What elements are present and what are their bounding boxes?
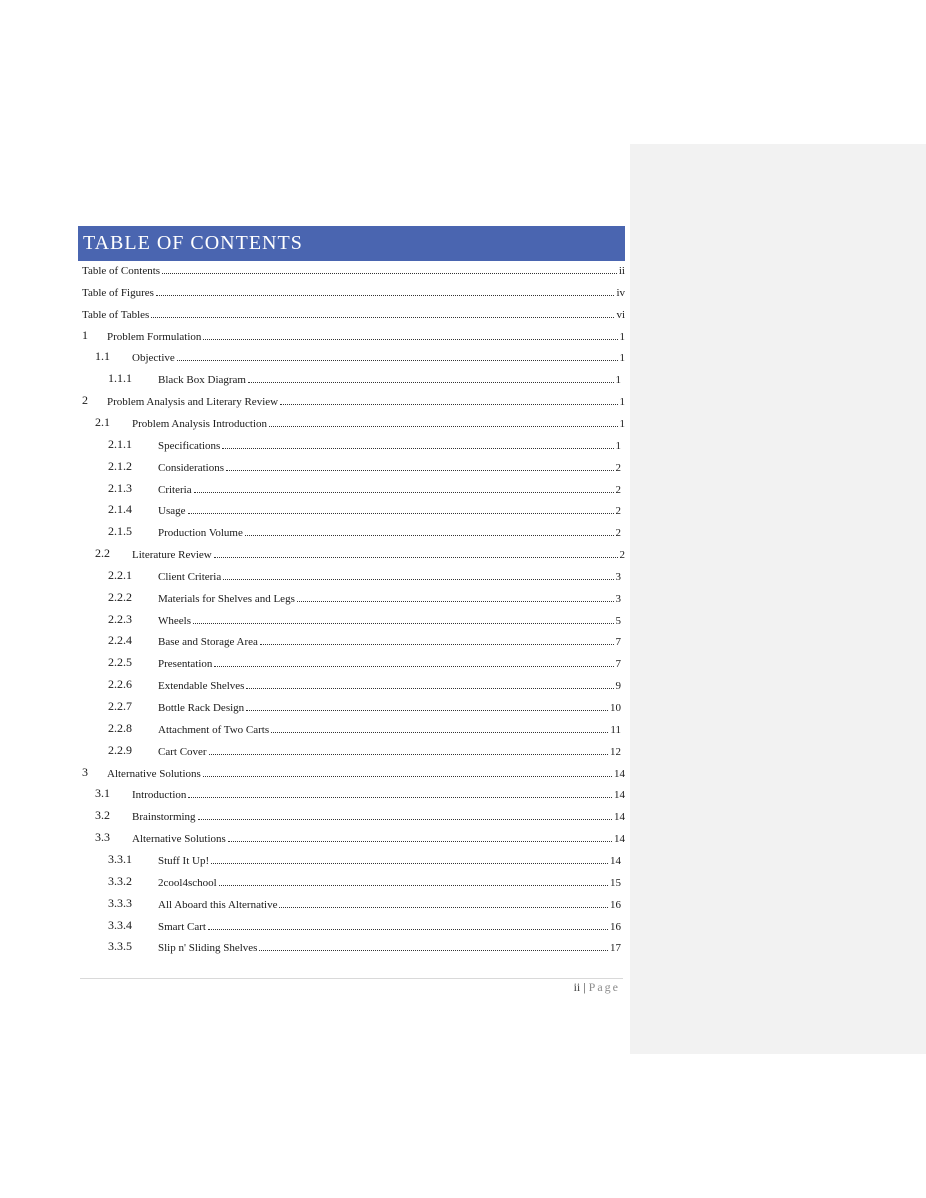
toc-dot-leader: [208, 928, 608, 930]
toc-entry-number: 3: [82, 764, 88, 779]
toc-dot-leader: [223, 578, 613, 580]
toc-entry-number: 2.1: [95, 414, 110, 429]
toc-entry-number: 2.2.8: [108, 720, 132, 735]
toc-entry[interactable]: [78, 650, 625, 670]
toc-entry-title: Specifications: [158, 439, 221, 452]
toc-entry[interactable]: [78, 825, 629, 845]
footer-separator: |: [583, 980, 586, 994]
toc-entry[interactable]: [78, 454, 625, 474]
toc-entry-number: 2.2.2: [108, 589, 132, 604]
toc-entry[interactable]: [78, 410, 629, 430]
toc-dot-leader: [198, 818, 612, 820]
toc-entry-title: Extendable Shelves: [158, 680, 245, 693]
toc-entry-number: 2.1.1: [108, 436, 132, 451]
toc-dot-leader: [245, 534, 614, 536]
toc-entry-page: 1: [615, 374, 621, 387]
toc-entry-title: Cart Cover: [158, 745, 207, 758]
comment-pane: [630, 144, 926, 1054]
toc-heading: TABLE OF CONTENTS: [78, 226, 625, 261]
toc-entry[interactable]: [78, 913, 625, 933]
toc-entry-page: 9: [615, 680, 621, 693]
toc-dot-leader: [259, 949, 608, 951]
toc-entry[interactable]: [78, 563, 625, 583]
toc-dot-leader: [156, 294, 615, 296]
toc-entry[interactable]: [78, 301, 629, 321]
toc-entry[interactable]: [78, 716, 625, 736]
toc-entry-title: Problem Analysis and Literary Review: [107, 396, 279, 409]
toc-entry-page: 14: [610, 854, 621, 867]
toc-entry[interactable]: [78, 279, 629, 299]
toc-entry-page: 12: [610, 745, 621, 758]
toc-entry[interactable]: [78, 497, 625, 517]
toc-entry-title: Brainstorming: [132, 811, 196, 824]
toc-entry-title: 2cool4school: [158, 876, 217, 889]
toc-entry-title: Objective: [132, 352, 175, 365]
toc-entry-page: 5: [615, 614, 621, 627]
toc-entry-number: 1.1: [95, 349, 110, 364]
toc-dot-leader: [193, 622, 614, 624]
toc-entry[interactable]: [78, 344, 629, 364]
toc-entry-title: Black Box Diagram: [158, 374, 246, 387]
toc-dot-leader: [297, 600, 614, 602]
toc-entry-title: Smart Cart: [158, 920, 206, 933]
toc-entry-number: 2.2.1: [108, 567, 132, 582]
toc-entry-page: 16: [610, 920, 621, 933]
toc-entry[interactable]: [78, 432, 625, 452]
toc-entry[interactable]: [78, 891, 625, 911]
toc-entry-number: 2.2.5: [108, 655, 132, 670]
toc-entry-number: 3.3.3: [108, 895, 132, 910]
toc-dot-leader: [177, 359, 618, 361]
toc-entry-page: 2: [615, 527, 621, 540]
toc-entry-page: 1: [619, 330, 625, 343]
toc-entry[interactable]: [78, 585, 625, 605]
toc-entry[interactable]: [78, 869, 625, 889]
toc-entry-title: Introduction: [132, 789, 187, 802]
toc-entry-page: 14: [614, 833, 625, 846]
toc-dot-leader: [188, 512, 614, 514]
toc-entry-title: Presentation: [158, 658, 213, 671]
footer-rule: [80, 978, 623, 979]
toc-entry-number: 3.3: [95, 830, 110, 845]
toc-dot-leader: [203, 338, 617, 340]
toc-dot-leader: [214, 556, 618, 558]
toc-entry-number: 3.3.2: [108, 873, 132, 888]
toc-entry-number: 3.2: [95, 808, 110, 823]
toc-entry-title: Alternative Solutions: [107, 767, 201, 780]
toc-entry-page: vi: [616, 308, 625, 321]
toc-dot-leader: [269, 425, 617, 427]
toc-entry[interactable]: [78, 760, 629, 780]
footer-page-word: Page: [588, 980, 620, 994]
toc-entry-number: 1.1.1: [108, 371, 132, 386]
toc-entry-page: iv: [616, 286, 625, 299]
toc-entry-page: 1: [615, 439, 621, 452]
toc-entry[interactable]: [78, 847, 625, 867]
toc-entry-page: 14: [614, 811, 625, 824]
toc-entry-page: 11: [610, 723, 621, 736]
toc-entry-page: 2: [615, 461, 621, 474]
toc-entry-title: Table of Contents: [82, 265, 161, 277]
toc-dot-leader: [214, 665, 613, 667]
toc-entry[interactable]: [78, 519, 625, 539]
toc-entry-title: Usage: [158, 505, 186, 518]
toc-entry-number: 2.2.7: [108, 699, 132, 713]
toc-dot-leader: [271, 731, 608, 733]
toc-dot-leader: [203, 775, 612, 777]
toc-dot-leader: [219, 884, 608, 886]
toc-entry[interactable]: [78, 607, 625, 627]
toc-entry-number: 3.1: [95, 786, 110, 801]
toc-entry-title: Table of Figures: [82, 286, 154, 299]
toc-dot-leader: [194, 491, 614, 493]
toc-entry-page: 2: [615, 483, 621, 496]
toc-entry-title: Bottle Rack Design: [158, 702, 245, 714]
toc-entry-page: 14: [614, 767, 625, 780]
page-footer: [80, 980, 620, 995]
toc-entry-number: 2: [82, 393, 88, 408]
toc-entry-number: 2.2.9: [108, 742, 132, 757]
toc-dot-leader: [211, 862, 608, 864]
toc-entry-page: 17: [610, 942, 621, 955]
toc-entry-number: 3.3.1: [108, 851, 132, 866]
toc-entry-number: 3.3.5: [108, 939, 132, 954]
toc-entry[interactable]: [78, 323, 629, 343]
document-page: [78, 226, 625, 955]
toc-entry[interactable]: [78, 694, 625, 714]
toc-entry-number: 2.2: [95, 546, 110, 561]
toc-entry-title: Table of Tables: [82, 308, 150, 321]
toc-entry-page: 2: [615, 505, 621, 518]
toc-entry-page: 7: [615, 658, 621, 671]
toc-entry[interactable]: [78, 541, 629, 561]
toc-entry-page: 15: [610, 876, 621, 889]
toc-entry-number: 2.1.2: [108, 458, 132, 473]
toc-entry-number: 3.3.4: [108, 917, 132, 932]
toc-entry-page: 16: [610, 898, 621, 911]
toc-entry-page: 1: [619, 396, 625, 409]
toc-entry[interactable]: [78, 476, 625, 496]
toc-entry-page: 7: [615, 636, 621, 649]
toc-entry[interactable]: [78, 803, 629, 823]
toc-entry-number: 2.1.4: [108, 502, 132, 517]
toc-entry-title: Stuff It Up!: [158, 854, 210, 867]
toc-entry-page: ii: [618, 265, 625, 277]
toc-entry-number: 2.1.5: [108, 524, 132, 539]
toc-entry-title: Criteria: [158, 483, 192, 496]
toc-dot-leader: [246, 687, 613, 689]
toc-dot-leader: [248, 381, 614, 383]
toc-dot-leader: [222, 447, 613, 449]
toc-entry-page: 3: [615, 570, 621, 583]
toc-entry-title: Attachment of Two Carts: [158, 723, 270, 736]
toc-dot-leader: [162, 272, 617, 274]
footer-page-number: ii: [573, 980, 581, 994]
toc-dot-leader: [209, 753, 608, 755]
toc-entry[interactable]: [78, 781, 629, 801]
toc-entry-number: 2.2.6: [108, 677, 132, 692]
toc-entry-number: 2.2.4: [108, 633, 132, 648]
toc-entry-title: Production Volume: [158, 527, 243, 540]
toc-dot-leader: [188, 796, 612, 798]
toc-dot-leader: [228, 840, 612, 842]
toc-entry-page: 10: [610, 702, 621, 714]
toc-entry[interactable]: [78, 628, 625, 648]
toc-entry-page: 1: [619, 352, 625, 365]
toc-entry-page: 14: [614, 789, 625, 802]
toc-entry[interactable]: [78, 257, 629, 277]
toc-dot-leader: [279, 906, 608, 908]
toc-dot-leader: [280, 403, 617, 405]
toc-entry-number: 2.1.3: [108, 480, 132, 495]
toc-entry-title: Problem Analysis Introduction: [132, 417, 268, 430]
toc-dot-leader: [226, 469, 614, 471]
toc-entry-title: Client Criteria: [158, 570, 222, 583]
toc-entry-title: All Aboard this Alternative: [158, 898, 278, 911]
toc-entry-title: Literature Review: [132, 549, 212, 562]
toc-entry-title: Alternative Solutions: [132, 833, 226, 846]
toc-entry[interactable]: [78, 388, 629, 408]
toc-entry-page: 3: [615, 592, 621, 605]
toc-dot-leader: [151, 316, 614, 318]
toc-entry-number: 1: [82, 327, 88, 342]
toc-entry[interactable]: [78, 366, 625, 386]
toc-entry-title: Base and Storage Area: [158, 636, 258, 649]
toc-entry-title: Considerations: [158, 461, 224, 474]
toc-entry-title: Materials for Shelves and Legs: [158, 592, 295, 605]
toc-entry-title: Slip n' Sliding Shelves: [158, 942, 258, 955]
toc-entry[interactable]: [78, 934, 625, 954]
toc-entry-title: Problem Formulation: [107, 330, 202, 343]
toc-dot-leader: [246, 709, 608, 711]
toc-entry-page: 2: [619, 549, 625, 562]
toc-entry[interactable]: [78, 738, 625, 758]
toc-entry-page: 1: [619, 417, 625, 430]
toc-entry-title: Wheels: [158, 614, 191, 627]
toc-dot-leader: [260, 643, 614, 645]
toc-entry[interactable]: [78, 672, 625, 692]
toc-entry-number: 2.2.3: [108, 611, 132, 626]
